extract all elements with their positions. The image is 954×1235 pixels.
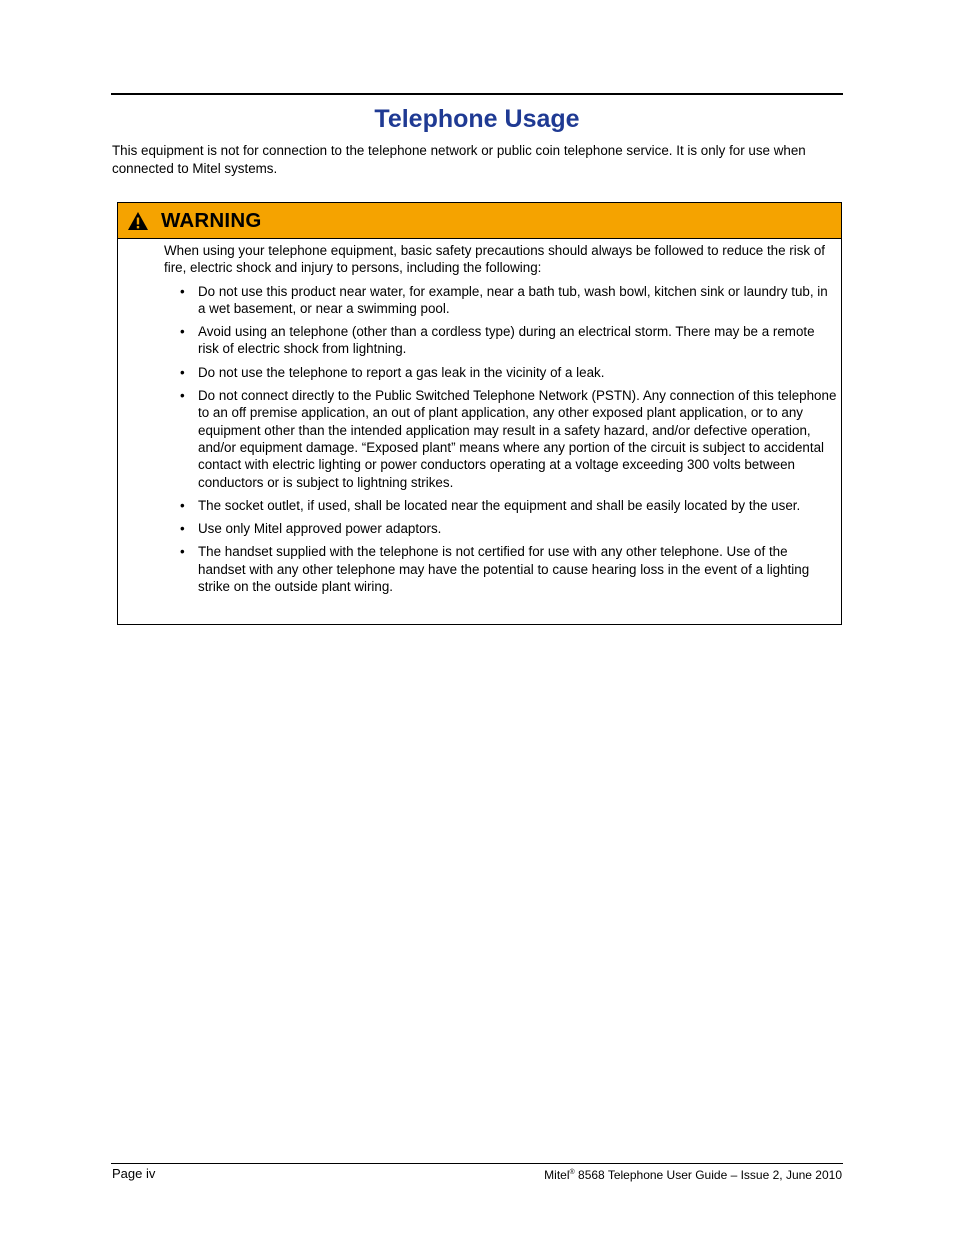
footer-doc-text: 8568 Telephone User Guide – Issue 2, June 2010 [574,1168,842,1182]
list-item: • Do not use this product near water, for example, near a bath tub, wash bowl, kitchen sink or laundry tub, in a wet basement, or near a swimming pool. [180,283,828,316]
page-title: Telephone Usage [374,105,580,133]
list-item: • Use only Mitel approved power adaptors. [180,521,442,537]
intro-paragraph: This equipment is not for connection to the telephone network or public coin telephone service. It is only for use when connected to Mitel systems. [112,143,806,176]
warning-list [164,283,838,596]
warning-triangle-icon [127,211,149,231]
warning-header [118,203,841,239]
registered-mark: ® [569,1169,575,1176]
list-item: • Do not connect directly to the Public Switched Telephone Network (PSTN). Any connection of this telephone to an off premise application, an out of plant application, any other exposed plant application, or to any equipment other than the intended application may result in a safety hazard, and/or defective operation, and/or equipment damage. “Exposed plant” means where any portion of the circuit is subject to accidental contact with electric lighting or power conductors operating at a voltage exceeding 300 volts between conductors or is subject to lightning strikes. [180,388,837,490]
footer-brand: Mitel [544,1168,570,1182]
top-rule [111,93,843,95]
list-item: • Avoid using an telephone (other than a cordless type) during an electrical storm. There may be a remote risk of electric shock from lightning. [180,324,815,357]
list-item: • Do not use the telephone to report a gas leak in the vicinity of a leak. [180,364,605,380]
list-item: • The socket outlet, if used, shall be located near the equipment and shall be easily located by the user. [180,497,801,513]
warning-title: WARNING [161,208,262,232]
warning-box [117,202,842,625]
list-item: • The handset supplied with the telephone is not certified for use with any other telephone. Use of the handset with any other telephone may have the potential to cause hearing loss in the event of a lighting strike on the outside plant wiring. [180,544,810,595]
warning-body [164,242,838,601]
footer-rule [111,1163,843,1164]
page-number: Page iv [112,1166,156,1181]
footer-doc-title [544,1168,842,1182]
warning-lead: When using your telephone equipment, basic safety precautions should always be followed to reduce the risk of fire, electric shock and injury to persons, including the following: [164,243,825,276]
